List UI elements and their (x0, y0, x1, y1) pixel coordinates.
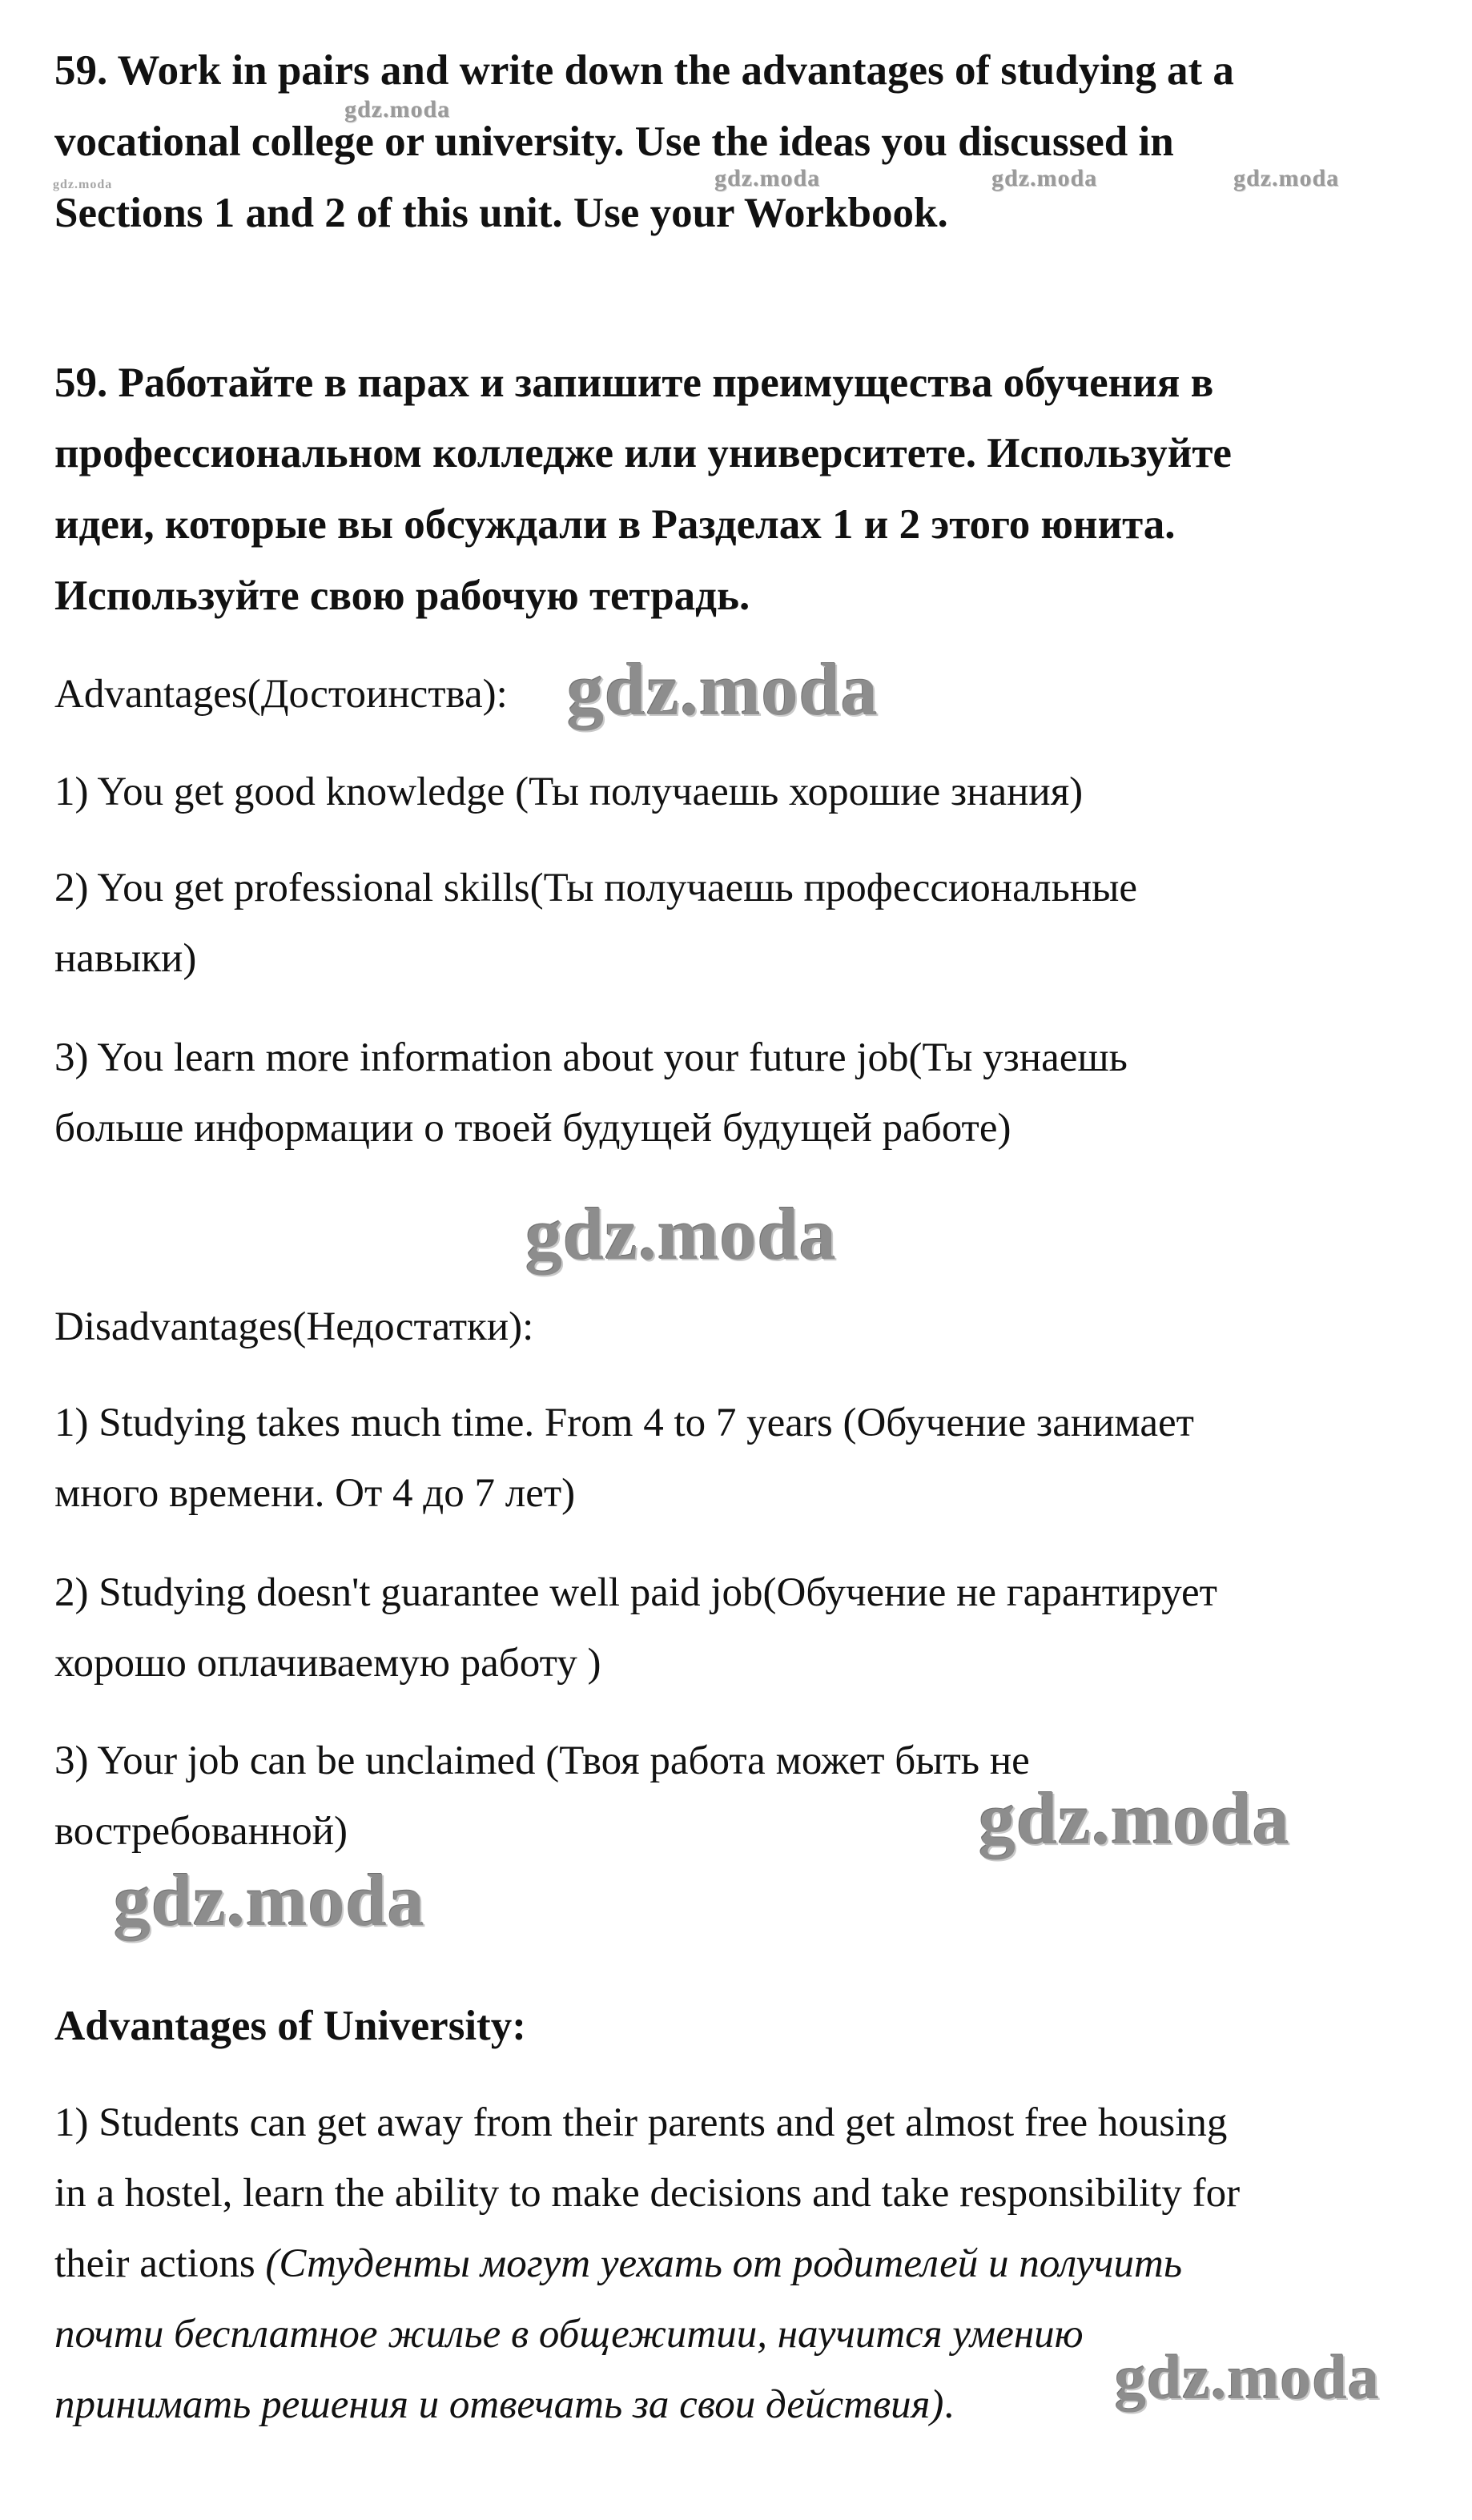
university-heading: Advantages of University: (54, 2003, 526, 2049)
university-item-1-line-1: 1) Students can get away from their parents and get almost free housing (54, 2100, 1228, 2145)
university-line-5-italic: принимать решения и отвечать за свои действия) (54, 2382, 944, 2427)
watermark: gdz.moda (114, 1859, 425, 1941)
watermark: gdz.moda (344, 96, 451, 123)
watermark: gdz.moda (979, 1778, 1290, 1859)
disadvantage-item-3-line-2: востребованной) (54, 1809, 348, 1854)
university-item-1-line-2: in a hostel, learn the ability to make decisions and take responsibility for (54, 2171, 1241, 2216)
disadvantages-heading: Disadvantages(Недостатки): (54, 1304, 534, 1349)
disadvantage-item-2-line-1: 2) Studying doesn't guarantee well paid job(Обучение не гарантирует (54, 1570, 1217, 1615)
watermark: gdz.moda (525, 1193, 837, 1275)
disadvantage-item-2-line-2: хорошо оплачиваемую работу ) (54, 1641, 601, 1686)
watermark: gdz.moda (1115, 2342, 1380, 2412)
disadvantage-item-1-line-2: много времени. От 4 до 7 лет) (54, 1471, 576, 1516)
university-line-5-end: . (943, 2382, 955, 2427)
advantage-item-3-line-1: 3) You learn more information about your future job(Ты узнаешь (54, 1035, 1128, 1080)
english-task-line-2: vocational college or university. Use the ideas you discussed in (54, 119, 1174, 165)
watermark: gdz.moda (991, 165, 1098, 191)
russian-task-line-3: идеи, которые вы обсуждали в Разделах 1 и 2 этого юнита. (54, 501, 1176, 548)
watermark: gdz.moda (1233, 165, 1340, 191)
university-item-1-line-3 (54, 2241, 1182, 2287)
university-item-1-line-5 (54, 2381, 954, 2428)
russian-task-line-2: профессиональном колледже или университете. Используйте (54, 430, 1232, 476)
disadvantage-item-1-line-1: 1) Studying takes much time. From 4 to 7 years (Обучение занимает (54, 1401, 1194, 1445)
university-line-3-italic: (Студенты могут уехать от родителей и получить (265, 2241, 1183, 2286)
advantage-item-2-line-1: 2) You get professional skills(Ты получаешь профессиональные (54, 866, 1138, 910)
watermark: gdz.moda (53, 178, 113, 191)
university-item-1-line-4: почти бесплатное жилье в общежитии, научится умению (54, 2312, 1084, 2357)
russian-task-line-4: Используйте свою рабочую тетрадь. (54, 573, 750, 619)
advantages-heading: Advantages(Достоинства): (54, 672, 508, 717)
russian-task-line-1: 59. Работайте в парах и запишите преимущества обучения в (54, 360, 1214, 406)
disadvantage-item-3-line-1: 3) Your job can be unclaimed (Твоя работа может быть не (54, 1738, 1030, 1783)
advantage-item-1: 1) You get good knowledge (Ты получаешь хорошие знания) (54, 770, 1084, 814)
university-line-3-regular: their actions (54, 2241, 266, 2286)
english-task-line-3: Sections 1 and 2 of this unit. Use your Workbook. (54, 190, 948, 236)
advantage-item-2-line-2: навыки) (54, 936, 197, 981)
watermark: gdz.moda (567, 649, 879, 730)
english-task-line-1: 59. Work in pairs and write down the advantages of studying at a (54, 47, 1234, 94)
watermark: gdz.moda (714, 165, 821, 191)
advantage-item-3-line-2: больше информации о твоей будущей будущей работе) (54, 1106, 1011, 1151)
